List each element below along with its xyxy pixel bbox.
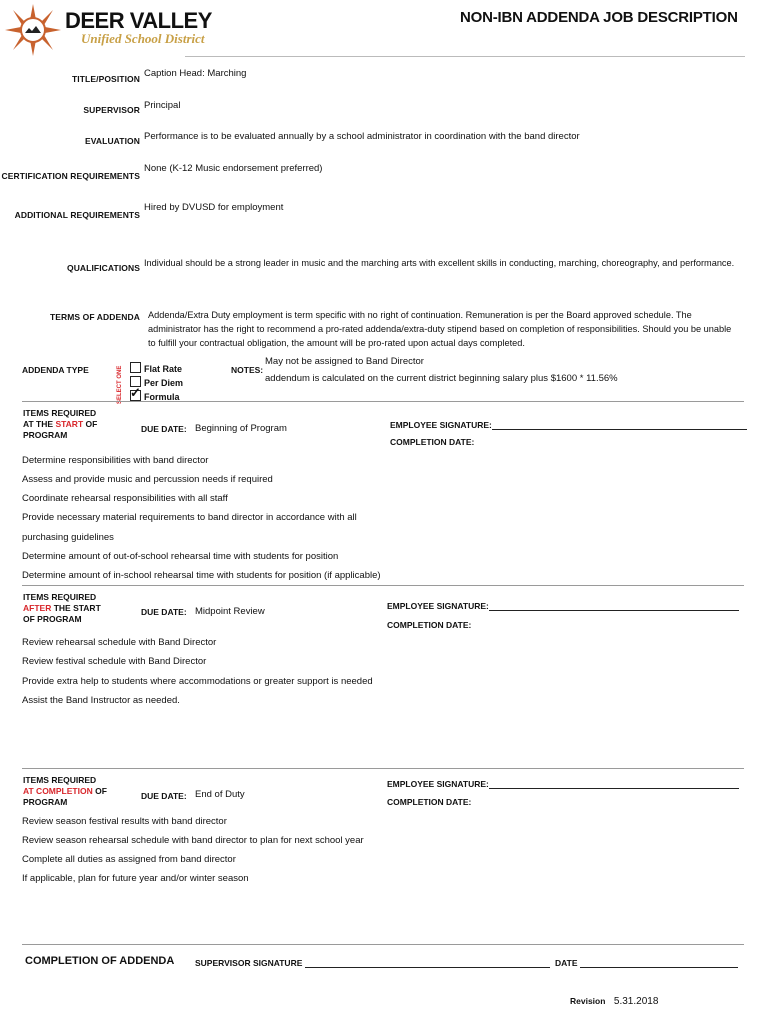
field-label-certification: CERTIFICATION REQUIREMENTS bbox=[1, 171, 140, 181]
list-item: purchasing guidelines bbox=[22, 532, 114, 543]
section-after-title: ITEMS REQUIRED AFTER THE START OF PROGRAM bbox=[23, 592, 101, 624]
list-item: Review season festival results with band director bbox=[22, 816, 227, 827]
section-start-title: ITEMS REQUIRED AT THE START OF PROGRAM bbox=[23, 408, 98, 440]
due-date-value-completion: End of Duty bbox=[195, 789, 245, 800]
notes-label: NOTES: bbox=[231, 365, 264, 375]
option-flat-rate[interactable]: Flat Rate bbox=[130, 362, 183, 376]
doc-title: NON-IBN ADDENDA JOB DESCRIPTION bbox=[460, 9, 738, 26]
employee-signature-after[interactable]: EMPLOYEE SIGNATURE: bbox=[387, 601, 739, 611]
due-date-label-completion: DUE DATE: bbox=[141, 791, 187, 801]
formula-checkbox[interactable] bbox=[130, 390, 141, 401]
list-item: Provide extra help to students where accommodations or greater support is needed bbox=[22, 676, 373, 687]
field-label-qualifications: QUALIFICATIONS bbox=[66, 263, 140, 273]
list-item: Assist the Band Instructor as needed. bbox=[22, 695, 180, 706]
notes-line-1: May not be assigned to Band Director bbox=[265, 356, 424, 367]
section-divider bbox=[22, 768, 744, 769]
completion-date-completion[interactable]: COMPLETION DATE: bbox=[387, 797, 472, 807]
completion-of-addenda-title: COMPLETION OF ADDENDA bbox=[25, 955, 175, 967]
employee-signature-completion[interactable]: EMPLOYEE SIGNATURE: bbox=[387, 779, 739, 789]
header-rule bbox=[185, 56, 745, 57]
district-logo bbox=[3, 2, 212, 56]
supervisor-signature-line[interactable] bbox=[305, 958, 550, 968]
notes-line-2: addendum is calculated on the current district beginning salary plus $1600 * 11.56% bbox=[265, 373, 618, 384]
list-item: Review festival schedule with Band Director bbox=[22, 656, 207, 667]
addenda-options bbox=[130, 362, 183, 404]
signature-line[interactable] bbox=[492, 420, 747, 430]
section-completion-title: ITEMS REQUIRED AT COMPLETION OF PROGRAM bbox=[23, 775, 107, 807]
sunburst-logo-icon bbox=[3, 2, 63, 58]
signature-line[interactable] bbox=[489, 601, 739, 611]
supervisor-signature[interactable]: SUPERVISOR SIGNATURE bbox=[195, 958, 550, 968]
date-line[interactable] bbox=[580, 958, 738, 968]
field-label-evaluation: EVALUATION bbox=[85, 136, 140, 146]
org-subtitle: Unified School District bbox=[81, 31, 205, 46]
terms-line-1: Addenda/Extra Duty employment is term specific with no right of continuation. Remuneration is per the Board approved schedule. The bbox=[148, 310, 692, 320]
terms-label: TERMS OF ADDENDA bbox=[49, 312, 140, 322]
list-item: Complete all duties as assigned from band director bbox=[22, 854, 236, 865]
flat-rate-checkbox[interactable] bbox=[130, 362, 141, 373]
due-date-label-start: DUE DATE: bbox=[141, 424, 187, 434]
field-value-title: Caption Head: Marching bbox=[144, 68, 247, 79]
section-divider bbox=[22, 401, 744, 402]
field-value-evaluation: Performance is to be evaluated annually by a school administrator in coordination with the band director bbox=[144, 131, 580, 142]
date-field[interactable]: DATE bbox=[555, 958, 738, 968]
due-date-value-start: Beginning of Program bbox=[195, 423, 287, 434]
option-formula[interactable]: ✓Formula bbox=[130, 390, 183, 404]
due-date-value-after: Midpoint Review bbox=[195, 606, 265, 617]
list-item: Determine responsibilities with band director bbox=[22, 455, 209, 466]
list-item: Provide necessary material requirements to band director in accordance with all bbox=[22, 512, 357, 523]
field-value-certification: None (K-12 Music endorsement preferred) bbox=[144, 163, 323, 174]
list-item: Review rehearsal schedule with Band Director bbox=[22, 637, 217, 648]
due-date-label-after: DUE DATE: bbox=[141, 607, 187, 617]
terms-line-3: to fulfill your contractual obligation, the amount will be pro-rated upon actual days completed. bbox=[148, 338, 525, 348]
field-label-title: TITLE/POSITION bbox=[72, 74, 140, 84]
list-item: Determine amount of out-of-school rehearsal time with students for position bbox=[22, 551, 339, 562]
field-value-qualifications: Individual should be a strong leader in music and the marching arts with excellent skills in conducting, marching, choreography, and performance. bbox=[144, 258, 735, 268]
option-per-diem[interactable]: Per Diem bbox=[130, 376, 183, 390]
list-item: Assess and provide music and percussion needs if required bbox=[22, 474, 273, 485]
list-item: If applicable, plan for future year and/or winter season bbox=[22, 873, 249, 884]
completion-date-start[interactable]: COMPLETION DATE: bbox=[390, 437, 475, 447]
section-divider bbox=[22, 585, 744, 586]
employee-signature-start[interactable]: EMPLOYEE SIGNATURE: bbox=[390, 420, 747, 430]
field-value-supervisor: Principal bbox=[144, 100, 181, 111]
field-label-supervisor: SUPERVISOR bbox=[83, 105, 140, 115]
field-label-additional: ADDITIONAL REQUIREMENTS bbox=[14, 210, 140, 220]
list-item: Determine amount of in-school rehearsal time with students for position (if applicable) bbox=[22, 570, 381, 581]
select-one-vertical: SELECT ONE bbox=[117, 365, 123, 404]
field-value-additional: Hired by DVUSD for employment bbox=[144, 202, 284, 213]
terms-line-2: administrator has the right to recommend a pro-rated addenda/extra-duty stipend based on completion of responsibilities. Should you be unable bbox=[148, 324, 732, 334]
completion-date-after[interactable]: COMPLETION DATE: bbox=[387, 620, 472, 630]
org-name: DEER VALLEY bbox=[65, 8, 212, 33]
addenda-type-label: ADDENDA TYPE bbox=[22, 365, 89, 375]
list-item: Coordinate rehearsal responsibilities with all staff bbox=[22, 493, 228, 504]
list-item: Review season rehearsal schedule with band director to plan for next school year bbox=[22, 835, 364, 846]
revision: Revision 5.31.2018 bbox=[570, 996, 659, 1007]
signature-line[interactable] bbox=[489, 779, 739, 789]
section-divider bbox=[22, 944, 744, 945]
